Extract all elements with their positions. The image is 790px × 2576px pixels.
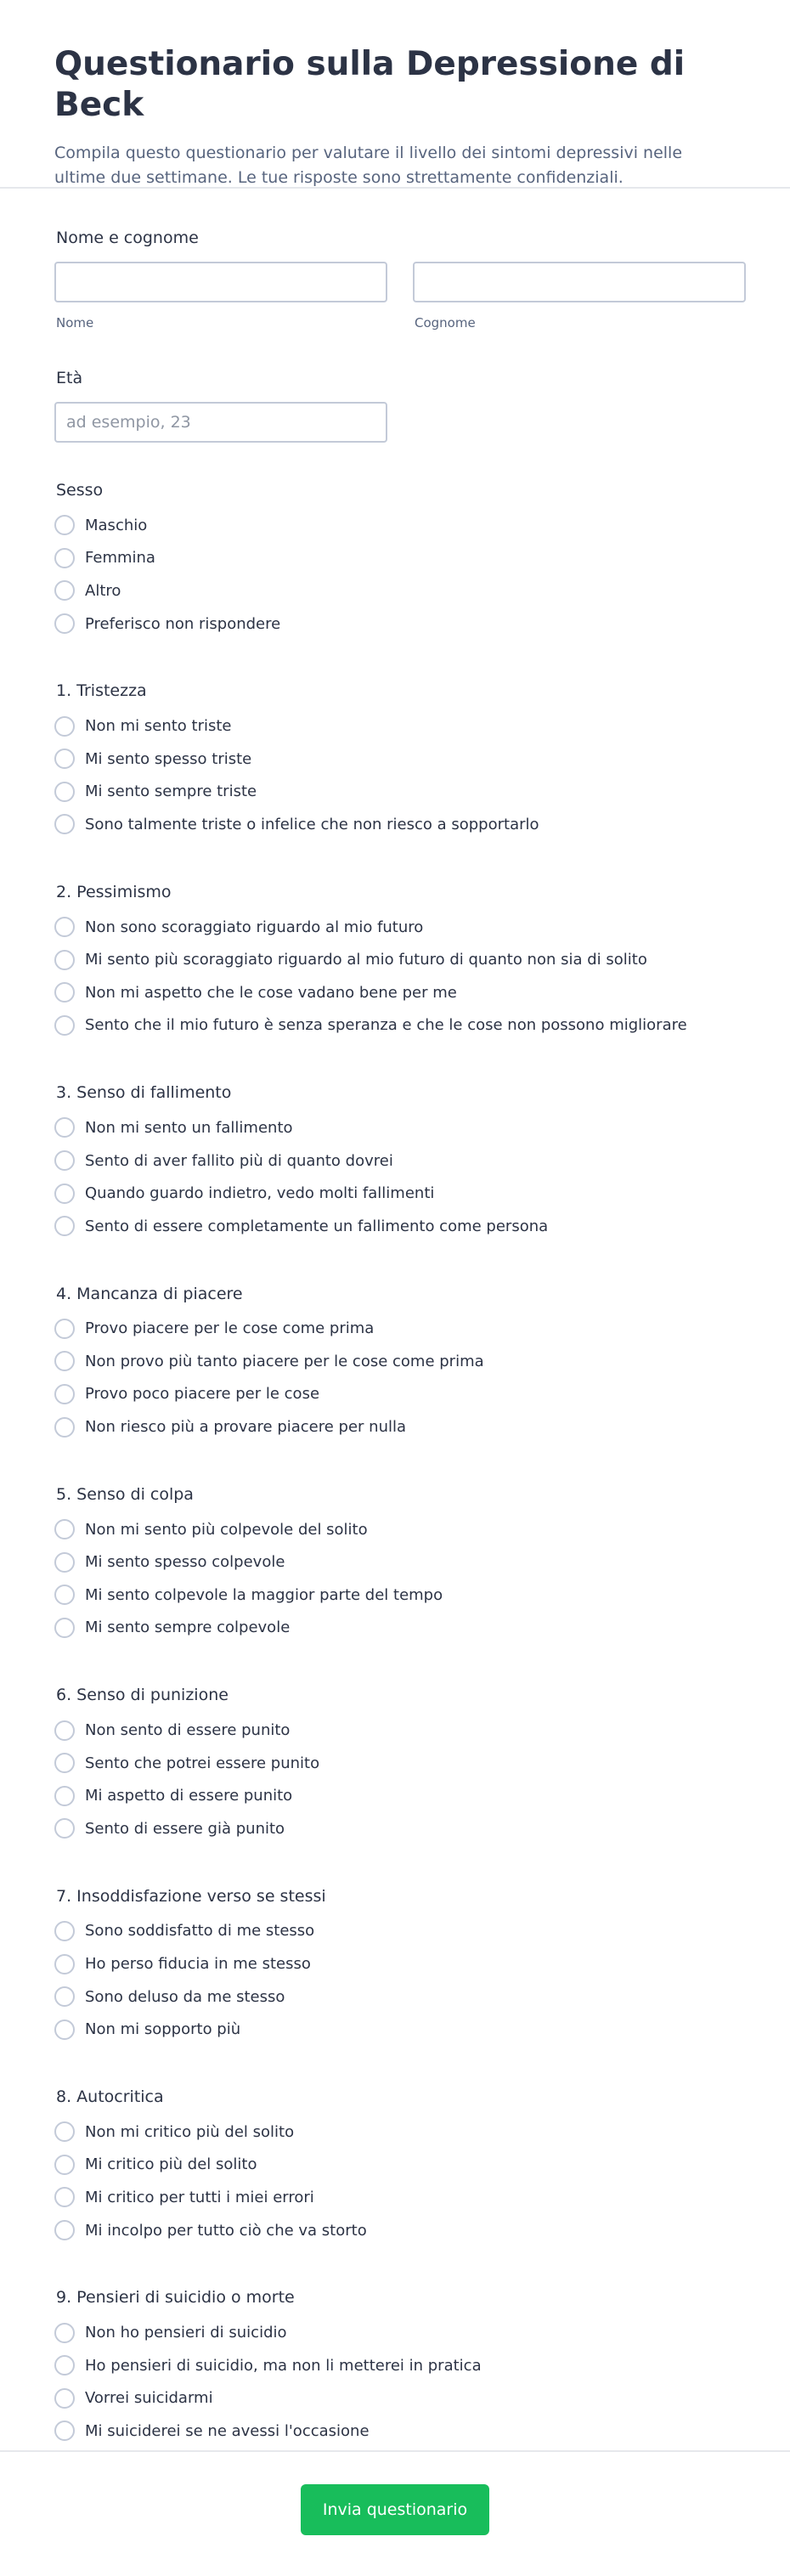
form-body [0,189,790,2448]
first-name-sublabel: Nome [56,315,94,330]
option-label: Sono talmente triste o infelice che non riesco a sopportarlo [85,815,539,833]
radio-button[interactable] [54,1786,75,1806]
age-input[interactable] [54,402,387,443]
question-label: 3. Senso di fallimento [56,1083,232,1103]
question-4-option-4[interactable] [54,1410,736,1443]
radio-button[interactable] [54,2421,75,2441]
question-7-option-1[interactable] [54,1915,736,1948]
option-label: Mi sento più scoraggiato riguardo al mio futuro di quanto non sia di solito [85,951,647,969]
last-name-input[interactable] [413,262,746,302]
question-6 [54,1685,736,1844]
question-2 [54,882,736,1042]
gender-option-no-answer[interactable] [54,607,736,641]
radio-button[interactable] [54,1519,75,1539]
radio-button[interactable] [54,1384,75,1404]
radio-button[interactable] [54,1921,75,1941]
radio-button[interactable] [54,1216,75,1236]
option-label: Non mi aspetto che le cose vadano bene per me [85,983,457,1002]
question-3 [54,1082,736,1242]
radio-button[interactable] [54,1015,75,1036]
first-name-input[interactable] [54,262,387,302]
question-6-option-1[interactable] [54,1714,736,1747]
question-8-option-2[interactable] [54,2149,736,2182]
form-header [0,0,790,189]
question-5-option-3[interactable] [54,1579,736,1612]
question-7 [54,1886,736,2046]
question-9-option-3[interactable] [54,2382,736,2415]
question-5-option-4[interactable] [54,1612,736,1645]
submit-button[interactable]: Invia questionario [301,2484,489,2535]
radio-button[interactable] [54,749,75,769]
radio-button[interactable] [54,2121,75,2142]
option-label: Non sento di essere punito [85,1721,291,1740]
option-label: Vorrei suicidarmi [85,2389,213,2408]
option-label: Non riesco più a provare piacere per nulla [85,1418,407,1437]
radio-button[interactable] [54,613,75,634]
radio-button[interactable] [54,814,75,834]
option-label: Non sono scoraggiato riguardo al mio futuro [85,918,424,936]
question-1-option-4[interactable] [54,808,736,841]
option-label: Sono soddisfatto di me stesso [85,1922,315,1940]
option-label: Sento di essere già punito [85,1819,285,1838]
option-label: Maschio [85,516,148,534]
option-label: Sento che potrei essere punito [85,1754,320,1772]
option-label: Mi sento sempre triste [85,782,257,801]
radio-button[interactable] [54,1986,75,2007]
question-8 [54,2087,736,2246]
name-row [54,262,736,330]
question-label: 7. Insoddisfazione verso se stessi [56,1886,326,1906]
question-1-option-2[interactable] [54,743,736,776]
question-3-option-1[interactable] [54,1111,736,1144]
radio-button[interactable] [54,2187,75,2207]
question-9-option-2[interactable] [54,2349,736,2382]
question-4-option-2[interactable] [54,1345,736,1378]
radio-button[interactable] [54,2020,75,2040]
radio-button[interactable] [54,548,75,568]
radio-button[interactable] [54,1954,75,1974]
option-label: Non ho pensieri di suicidio [85,2324,287,2342]
option-label: Mi critico più del solito [85,2155,257,2174]
question-2-option-1[interactable] [54,911,736,944]
radio-button[interactable] [54,1753,75,1773]
last-name-col [413,262,746,330]
radio-button[interactable] [54,1351,75,1371]
question-8-option-3[interactable] [54,2181,736,2214]
question-5-option-2[interactable] [54,1545,736,1579]
radio-button[interactable] [54,2220,75,2240]
radio-button[interactable] [54,580,75,601]
question-label: 1. Tristezza [56,681,147,701]
last-name-sublabel: Cognome [415,315,476,330]
radio-button[interactable] [54,716,75,737]
radio-button[interactable] [54,2323,75,2343]
option-label: Sento di aver fallito più di quanto dovrei [85,1151,393,1170]
question-3-option-4[interactable] [54,1210,736,1243]
option-label: Mi sento sempre colpevole [85,1618,291,1637]
radio-button[interactable] [54,1720,75,1741]
option-label: Non mi critico più del solito [85,2122,295,2141]
radio-button[interactable] [54,1150,75,1171]
option-label: Femmina [85,549,155,568]
radio-button[interactable] [54,1319,75,1339]
question-5-option-1[interactable] [54,1513,736,1546]
gender-field-group [54,480,736,640]
radio-button[interactable] [54,1818,75,1839]
radio-button[interactable] [54,1618,75,1638]
form-footer [0,2450,790,2576]
question-9-option-1[interactable] [54,2316,736,2349]
radio-button[interactable] [54,2388,75,2409]
option-label: Mi incolpo per tutto ciò che va storto [85,2221,367,2240]
gender-option-femmina[interactable] [54,542,736,575]
option-label: Sono deluso da me stesso [85,1987,285,2006]
question-8-option-1[interactable] [54,2116,736,2149]
question-6-option-4[interactable] [54,1812,736,1845]
question-6-option-2[interactable] [54,1747,736,1780]
question-5 [54,1484,736,1644]
question-1-option-3[interactable] [54,776,736,809]
gender-options [54,509,736,640]
question-3-option-3[interactable] [54,1177,736,1210]
question-2-option-4[interactable] [54,1009,736,1042]
question-4 [54,1284,736,1443]
option-label: Mi suiciderei se ne avessi l'occasione [85,2421,370,2440]
option-label: Mi aspetto di essere punito [85,1787,293,1805]
question-9-option-4[interactable] [54,2415,736,2448]
radio-button[interactable] [54,1117,75,1138]
option-label: Non mi sento un fallimento [85,1118,293,1137]
question-4-option-1[interactable] [54,1313,736,1346]
question-1 [54,681,736,840]
question-label: 4. Mancanza di piacere [56,1284,243,1303]
age-label: Età [56,369,83,387]
question-7-option-3[interactable] [54,1980,736,2014]
option-label: Non mi sento più colpevole del solito [85,1520,368,1539]
question-label: 9. Pensieri di suicidio o morte [56,2288,295,2308]
question-3-option-2[interactable] [54,1144,736,1178]
gender-label: Sesso [56,481,104,500]
question-8-option-4[interactable] [54,2214,736,2247]
option-label: Preferisco non rispondere [85,614,281,633]
option-label: Mi critico per tutti i miei errori [85,2188,314,2206]
option-label: Mi sento colpevole la maggior parte del tempo [85,1585,443,1604]
questions-list [54,681,736,2447]
radio-button[interactable] [54,515,75,535]
radio-button[interactable] [54,2155,75,2175]
radio-button[interactable] [54,1552,75,1573]
question-label: 8. Autocritica [56,2087,164,2106]
first-name-col [54,262,387,330]
option-label: Ho pensieri di suicidio, ma non li metterei in pratica [85,2356,482,2375]
name-field-group [54,228,736,330]
option-label: Mi sento spesso colpevole [85,1553,285,1572]
option-label: Sento di essere completamente un fallimento come persona [85,1217,549,1235]
radio-button[interactable] [54,950,75,970]
question-label: 2. Pessimismo [56,882,172,901]
option-label: Provo piacere per le cose come prima [85,1319,375,1338]
question-1-option-1[interactable] [54,709,736,743]
option-label: Non mi sento triste [85,717,232,736]
question-9 [54,2287,736,2447]
option-label: Provo poco piacere per le cose [85,1385,320,1404]
question-7-option-4[interactable] [54,2013,736,2046]
gender-option-maschio[interactable] [54,509,736,542]
question-2-option-2[interactable] [54,943,736,976]
radio-button[interactable] [54,1417,75,1438]
name-label: Nome e cognome [56,229,199,247]
question-2-option-3[interactable] [54,976,736,1009]
radio-button[interactable] [54,1183,75,1204]
option-label: Sento che il mio futuro è senza speranza e che le cose non possono migliorare [85,1016,687,1035]
radio-button[interactable] [54,917,75,937]
radio-button[interactable] [54,2355,75,2375]
question-label: 6. Senso di punizione [56,1686,229,1705]
question-7-option-2[interactable] [54,1947,736,1980]
radio-button[interactable] [54,782,75,802]
question-4-option-3[interactable] [54,1378,736,1411]
page-title: Questionario sulla Depressione di Beck [54,45,686,124]
option-label: Mi sento spesso triste [85,749,252,768]
option-label: Non mi sopporto più [85,2020,241,2039]
option-label: Altro [85,581,121,600]
age-field-group [54,368,736,443]
page-subtitle: Compila questo questionario per valutare il livello dei sintomi depressivi nelle ultime due settimane. Le tue risposte sono strettamente confidenziali. [54,144,683,187]
question-6-option-3[interactable] [54,1779,736,1812]
radio-button[interactable] [54,1585,75,1605]
question-label: 5. Senso di colpa [56,1484,194,1504]
option-label: Quando guardo indietro, vedo molti fallimenti [85,1184,435,1203]
option-label: Non provo più tanto piacere per le cose come prima [85,1352,484,1370]
radio-button[interactable] [54,982,75,1003]
gender-option-altro[interactable] [54,574,736,607]
option-label: Ho perso fiducia in me stesso [85,1955,311,1974]
